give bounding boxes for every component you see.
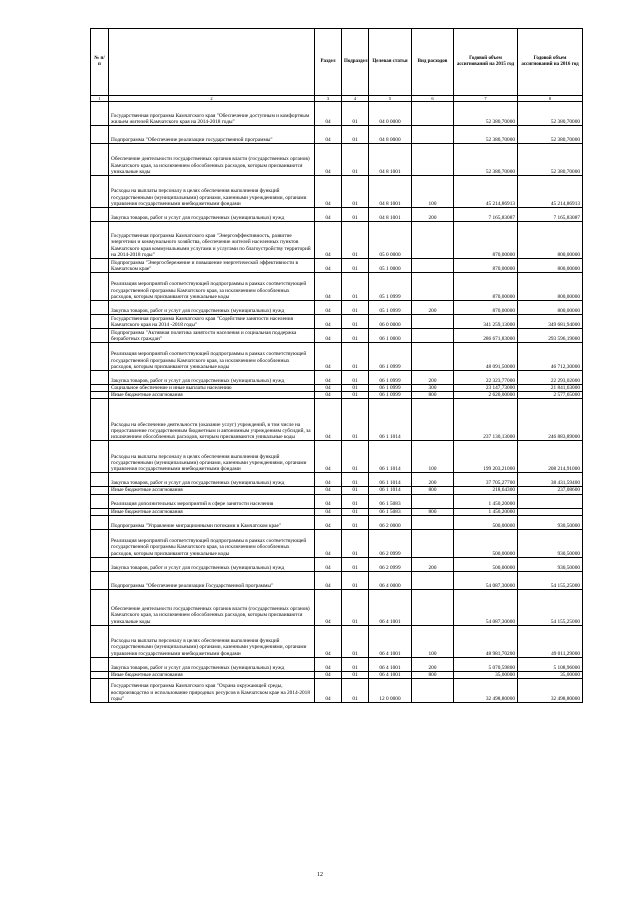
row-2015-cell: 237 130,13000 — [454, 399, 518, 441]
row-2016-cell: 7 165,83087 — [518, 208, 583, 222]
budget-table — [90, 28, 583, 703]
row-expense-type-cell: 300 — [412, 385, 454, 392]
row-razdel-cell: 04 — [315, 679, 342, 703]
table-row — [91, 343, 583, 371]
col-index: 4 — [342, 96, 369, 102]
row-number-cell — [91, 529, 109, 557]
table-row — [91, 529, 583, 557]
row-number-cell — [91, 399, 109, 441]
row-razdel-cell: 04 — [315, 515, 342, 529]
row-expense-type-cell — [412, 529, 454, 557]
row-expense-type-cell: 100 — [412, 176, 454, 208]
row-podrazdel-cell: 01 — [342, 259, 369, 273]
row-expense-type-cell — [412, 679, 454, 703]
row-target-article-cell: 06 2 0999 — [369, 557, 412, 571]
row-razdel-cell: 04 — [315, 657, 342, 671]
row-expense-type-cell: 100 — [412, 441, 454, 473]
row-razdel-cell: 04 — [315, 259, 342, 273]
row-podrazdel-cell: 01 — [342, 126, 369, 144]
table-row — [91, 679, 583, 703]
row-name-cell: Реализация мероприятий соответствующей подпрограммы в рамках соответствующей государственной программы Камчатского края, за исключением обособленных расходов, которым присваиваются уникальные коды — [109, 343, 315, 371]
row-name-cell: Подпрограмма "Обеспечение реализации Государственной программы" — [109, 571, 315, 589]
row-name-cell: Расходы на выплаты персоналу в целях обеспечения выполнения функций государственными (муниципальными) органами, казенными учреждениями, органами управления государственными внебюджетными фондами — [109, 625, 315, 657]
table-row — [91, 273, 583, 301]
row-name-cell: Закупка товаров, работ и услуг для государственных (муниципальных) нужд — [109, 657, 315, 671]
row-2016-cell: 49 011,29000 — [518, 625, 583, 657]
row-2015-cell: 1 450,20000 — [454, 494, 518, 508]
row-number-cell — [91, 176, 109, 208]
row-number-cell — [91, 625, 109, 657]
row-number-cell — [91, 473, 109, 487]
row-target-article-cell: 06 4 1001 — [369, 657, 412, 671]
row-number-cell — [91, 208, 109, 222]
row-number-cell — [91, 102, 109, 126]
row-name-cell: Закупка товаров, работ и услуг для государственных (муниципальных) нужд — [109, 301, 315, 315]
table-body — [91, 102, 583, 703]
row-name-cell: Государственная программа Камчатского края "Охрана окружающей среды, воспроизводство и использование природных ресурсов в Камчатском крае на 2014-2018 годы" — [109, 679, 315, 703]
row-podrazdel-cell: 01 — [342, 571, 369, 589]
row-number-cell — [91, 222, 109, 259]
table-row — [91, 571, 583, 589]
row-razdel-cell: 04 — [315, 315, 342, 329]
row-target-article-cell: 05 1 0999 — [369, 273, 412, 301]
row-target-article-cell: 06 4 1001 — [369, 589, 412, 625]
table-row — [91, 144, 583, 176]
row-razdel-cell: 04 — [315, 208, 342, 222]
col-index: 5 — [369, 96, 412, 102]
row-2015-cell: 218,64300 — [454, 487, 518, 494]
row-target-article-cell: 06 1 1014 — [369, 473, 412, 487]
row-expense-type-cell — [412, 222, 454, 259]
row-podrazdel-cell: 01 — [342, 273, 369, 301]
table-row — [91, 557, 583, 571]
row-2015-cell: 870,00000 — [454, 273, 518, 301]
row-2016-cell: 208 214,91000 — [518, 441, 583, 473]
row-razdel-cell: 04 — [315, 625, 342, 657]
row-expense-type-cell — [412, 494, 454, 508]
row-number-cell — [91, 589, 109, 625]
row-razdel-cell: 04 — [315, 222, 342, 259]
row-2016-cell: 349 681,94000 — [518, 315, 583, 329]
row-name-cell: Реализация дополнительных мероприятий в сфере занятости населения — [109, 494, 315, 508]
row-2016-cell: 930,50000 — [518, 557, 583, 571]
table-row — [91, 487, 583, 494]
row-razdel-cell: 04 — [315, 102, 342, 126]
row-expense-type-cell: 200 — [412, 371, 454, 385]
col-header-2016: Годовой объем ассигнований на 2016 год — [518, 29, 583, 96]
row-razdel-cell: 04 — [315, 529, 342, 557]
col-header-razdel: Раздел — [315, 29, 342, 96]
row-podrazdel-cell: 01 — [342, 508, 369, 515]
row-podrazdel-cell: 01 — [342, 487, 369, 494]
row-podrazdel-cell: 01 — [342, 222, 369, 259]
table-row — [91, 259, 583, 273]
row-razdel-cell: 04 — [315, 385, 342, 392]
col-header-target-article: Целевая статья — [369, 29, 412, 96]
row-2016-cell: 237,08600 — [518, 487, 583, 494]
row-expense-type-cell — [412, 329, 454, 343]
col-index: 3 — [315, 96, 342, 102]
row-2016-cell: 2 577,65000 — [518, 392, 583, 399]
row-name-cell: Иные бюджетные ассигнования — [109, 671, 315, 678]
row-2015-cell: 52 380,70000 — [454, 144, 518, 176]
col-header-podrazdel: Подраздел — [342, 29, 369, 96]
row-name-cell: Обеспечение деятельности государственных органов власти (государственных органов) Камчатского края, за исключением обособленных расходов, которым присваиваются уникальные коды — [109, 144, 315, 176]
row-2016-cell: 800,00000 — [518, 259, 583, 273]
row-podrazdel-cell: 01 — [342, 557, 369, 571]
row-podrazdel-cell: 01 — [342, 392, 369, 399]
row-podrazdel-cell: 01 — [342, 385, 369, 392]
row-razdel-cell: 04 — [315, 487, 342, 494]
row-name-cell: Подпрограмма "Обеспечение реализации государственной программы" — [109, 126, 315, 144]
row-podrazdel-cell: 01 — [342, 589, 369, 625]
page-number: 12 — [317, 872, 323, 878]
row-2016-cell: 35,00000 — [518, 671, 583, 678]
row-2015-cell: 341 259,13000 — [454, 315, 518, 329]
row-target-article-cell: 06 1 1014 — [369, 487, 412, 494]
row-target-article-cell: 04 8 1001 — [369, 176, 412, 208]
row-podrazdel-cell: 01 — [342, 625, 369, 657]
table-row — [91, 625, 583, 657]
row-name-cell: Реализация мероприятий соответствующей подпрограммы в рамках соответствующей государственной программы Камчатского края, за исключением обособленных расходов, которым присваиваются уникальные коды — [109, 529, 315, 557]
row-number-cell — [91, 301, 109, 315]
row-name-cell: Подпрограмма "Энергосбережение и повышение энергетической эффективности в Камчатском крае" — [109, 259, 315, 273]
row-2016-cell: 52 380,70000 — [518, 102, 583, 126]
col-index: 1 — [91, 96, 109, 102]
col-header-expense-type: Вид расходов — [412, 29, 454, 96]
table-row — [91, 508, 583, 515]
row-target-article-cell: 05 0 0000 — [369, 222, 412, 259]
table-row — [91, 515, 583, 529]
row-number-cell — [91, 144, 109, 176]
row-name-cell: Закупка товаров, работ и услуг для государственных (муниципальных) нужд — [109, 473, 315, 487]
row-expense-type-cell: 800 — [412, 392, 454, 399]
row-target-article-cell: 06 4 1001 — [369, 671, 412, 678]
row-2015-cell: 199 203,21000 — [454, 441, 518, 473]
row-number-cell — [91, 392, 109, 399]
row-target-article-cell: 06 1 0999 — [369, 392, 412, 399]
row-number-cell — [91, 557, 109, 571]
row-name-cell: Государственная программа Камчатского края "Энергоэффективность, развитие энергетики и коммунального хозяйства, обеспечение жителей населенных пунктов Камчатского края коммунальными услугами и услугами по благоустройству территорий на 2014-2018 годы" — [109, 222, 315, 259]
table-row — [91, 102, 583, 126]
table-row — [91, 671, 583, 678]
row-2016-cell: 46 712,30000 — [518, 343, 583, 371]
row-2015-cell: 7 165,83087 — [454, 208, 518, 222]
row-number-cell — [91, 329, 109, 343]
row-target-article-cell: 04 8 0000 — [369, 126, 412, 144]
row-razdel-cell: 04 — [315, 273, 342, 301]
table-row — [91, 315, 583, 329]
row-2015-cell: 2 620,00000 — [454, 392, 518, 399]
row-number-cell — [91, 671, 109, 678]
row-razdel-cell: 04 — [315, 571, 342, 589]
row-expense-type-cell: 200 — [412, 208, 454, 222]
row-2015-cell: 22 323,77000 — [454, 371, 518, 385]
row-number-cell — [91, 371, 109, 385]
row-number-cell — [91, 571, 109, 589]
row-expense-type-cell: 800 — [412, 487, 454, 494]
col-header-number: № п/п — [91, 29, 109, 96]
row-target-article-cell: 06 1 0999 — [369, 371, 412, 385]
row-razdel-cell: 04 — [315, 508, 342, 515]
row-razdel-cell: 04 — [315, 399, 342, 441]
col-index: 8 — [518, 96, 583, 102]
table-row — [91, 301, 583, 315]
row-name-cell: Закупка товаров, работ и услуг для государственных (муниципальных) нужд — [109, 371, 315, 385]
row-2015-cell: 54 087,30000 — [454, 571, 518, 589]
row-razdel-cell: 04 — [315, 589, 342, 625]
row-name-cell: Государственная программа Камчатского края "Содействие занятости населения Камчатского края на 2014 -2018 годы" — [109, 315, 315, 329]
row-target-article-cell: 06 2 0000 — [369, 515, 412, 529]
row-podrazdel-cell: 01 — [342, 494, 369, 508]
row-2016-cell: 54 155,25000 — [518, 589, 583, 625]
row-number-cell — [91, 126, 109, 144]
row-2016-cell: 930,50000 — [518, 529, 583, 557]
row-target-article-cell: 06 1 0999 — [369, 385, 412, 392]
row-target-article-cell: 06 0 0000 — [369, 315, 412, 329]
row-expense-type-cell — [412, 273, 454, 301]
row-target-article-cell: 05 1 0999 — [369, 301, 412, 315]
row-2016-cell: 22 293,02000 — [518, 371, 583, 385]
row-expense-type-cell — [412, 589, 454, 625]
row-target-article-cell: 12 0 0000 — [369, 679, 412, 703]
row-target-article-cell: 06 1 0999 — [369, 343, 412, 371]
row-expense-type-cell: 200 — [412, 657, 454, 671]
row-podrazdel-cell: 01 — [342, 679, 369, 703]
row-2015-cell: 870,00000 — [454, 222, 518, 259]
row-2015-cell: 870,00000 — [454, 259, 518, 273]
table-row — [91, 371, 583, 385]
row-podrazdel-cell: 01 — [342, 399, 369, 441]
row-name-cell: Закупка товаров, работ и услуг для государственных (муниципальных) нужд — [109, 208, 315, 222]
row-name-cell: Расходы на обеспечение деятельности (оказание услуг) учреждений, в том числе на предоставление государственным бюджетным и автономным учреждениям субсидий, за исключением обособленных расходов, которым присваиваются уникальные коды — [109, 399, 315, 441]
row-target-article-cell: 04 8 1001 — [369, 144, 412, 176]
row-2015-cell: 870,00000 — [454, 301, 518, 315]
row-name-cell: Подпрограмма "Активная политика занятости населения и социальная поддержка безработных граждан" — [109, 329, 315, 343]
row-podrazdel-cell: 01 — [342, 315, 369, 329]
row-number-cell — [91, 494, 109, 508]
table-row — [91, 657, 583, 671]
col-index: 7 — [454, 96, 518, 102]
budget-table-sheet — [90, 28, 582, 703]
table-row — [91, 222, 583, 259]
table-row — [91, 176, 583, 208]
row-razdel-cell: 04 — [315, 371, 342, 385]
row-2015-cell: 23 147,73000 — [454, 385, 518, 392]
row-2015-cell: 286 671,83000 — [454, 329, 518, 343]
row-razdel-cell: 04 — [315, 671, 342, 678]
row-number-cell — [91, 343, 109, 371]
row-name-cell: Социальное обеспечение и иные выплаты населению — [109, 385, 315, 392]
row-razdel-cell: 04 — [315, 343, 342, 371]
col-header-name — [109, 29, 315, 96]
row-expense-type-cell: 800 — [412, 508, 454, 515]
table-row — [91, 473, 583, 487]
row-podrazdel-cell: 01 — [342, 208, 369, 222]
row-2016-cell: 800,00000 — [518, 222, 583, 259]
row-podrazdel-cell: 01 — [342, 144, 369, 176]
row-2016-cell: 54 155,25000 — [518, 571, 583, 589]
row-podrazdel-cell: 01 — [342, 176, 369, 208]
row-2015-cell: 5 070,59800 — [454, 657, 518, 671]
row-podrazdel-cell: 01 — [342, 371, 369, 385]
row-razdel-cell: 04 — [315, 392, 342, 399]
col-header-2015: Годовой объем ассигнований на 2015 год — [454, 29, 518, 96]
row-2016-cell: 45 214,86913 — [518, 176, 583, 208]
row-podrazdel-cell: 01 — [342, 671, 369, 678]
row-2016-cell: 5 108,96000 — [518, 657, 583, 671]
row-number-cell — [91, 441, 109, 473]
table-row — [91, 494, 583, 508]
row-expense-type-cell — [412, 126, 454, 144]
row-2015-cell: 37 705,27700 — [454, 473, 518, 487]
row-target-article-cell: 06 1 0000 — [369, 329, 412, 343]
row-number-cell — [91, 508, 109, 515]
row-razdel-cell: 04 — [315, 473, 342, 487]
row-2016-cell: 52 380,70000 — [518, 126, 583, 144]
row-target-article-cell: 04 8 1001 — [369, 208, 412, 222]
row-name-cell: Расходы на выплаты персоналу в целях обеспечения выполнения функций государственными (муниципальными) органами, казенными учреждениями, органами управления государственными внебюджетными фондами — [109, 176, 315, 208]
row-number-cell — [91, 657, 109, 671]
row-name-cell: Расходы на выплаты персоналу в целях обеспечения выполнения функций государственными (муниципальными) органами, казенными учреждениями, органами управления государственными внебюджетными фондами — [109, 441, 315, 473]
row-target-article-cell: 04 0 0000 — [369, 102, 412, 126]
row-2015-cell: 500,00000 — [454, 557, 518, 571]
row-2015-cell: 500,00000 — [454, 515, 518, 529]
row-2015-cell: 48 091,50000 — [454, 343, 518, 371]
row-razdel-cell: 04 — [315, 557, 342, 571]
row-2016-cell: 52 380,70000 — [518, 144, 583, 176]
row-2016-cell — [518, 508, 583, 515]
table-row — [91, 399, 583, 441]
row-target-article-cell: 06 2 0999 — [369, 529, 412, 557]
row-expense-type-cell — [412, 515, 454, 529]
row-razdel-cell: 04 — [315, 494, 342, 508]
row-number-cell — [91, 515, 109, 529]
table-row — [91, 385, 583, 392]
row-razdel-cell: 04 — [315, 126, 342, 144]
row-name-cell: Подпрограмма "Управление миграционными потоками в Камчатском крае" — [109, 515, 315, 529]
row-expense-type-cell: 800 — [412, 671, 454, 678]
row-target-article-cell: 06 4 0000 — [369, 571, 412, 589]
row-2016-cell: 800,00000 — [518, 301, 583, 315]
row-2015-cell: 52 380,70000 — [454, 102, 518, 126]
row-number-cell — [91, 259, 109, 273]
row-podrazdel-cell: 01 — [342, 657, 369, 671]
table-row — [91, 126, 583, 144]
row-expense-type-cell — [412, 343, 454, 371]
row-name-cell: Государственная программа Камчатского края "Обеспечение доступным и комфортным жильем жителей Камчатского края на 2014-2018 годы" — [109, 102, 315, 126]
row-razdel-cell: 04 — [315, 176, 342, 208]
row-2015-cell: 45 214,86913 — [454, 176, 518, 208]
row-2016-cell: 21 841,63000 — [518, 385, 583, 392]
row-2016-cell: 930,50000 — [518, 515, 583, 529]
table-row — [91, 392, 583, 399]
row-expense-type-cell — [412, 259, 454, 273]
row-expense-type-cell — [412, 315, 454, 329]
row-2015-cell: 1 450,20000 — [454, 508, 518, 515]
row-name-cell: Иные бюджетные ассигнования — [109, 487, 315, 494]
row-2015-cell: 54 087,30000 — [454, 589, 518, 625]
col-index: 6 — [412, 96, 454, 102]
row-expense-type-cell — [412, 399, 454, 441]
row-target-article-cell: 06 1 5083 — [369, 508, 412, 515]
row-name-cell: Обеспечение деятельности государственных органов власти (государственных органов) Камчатского края, за исключением обособленных расходов, которым присваиваются уникальные коды — [109, 589, 315, 625]
row-expense-type-cell: 100 — [412, 625, 454, 657]
table-header-row — [91, 29, 583, 96]
row-expense-type-cell: 200 — [412, 473, 454, 487]
row-razdel-cell: 04 — [315, 301, 342, 315]
row-target-article-cell: 05 1 0000 — [369, 259, 412, 273]
col-index: 2 — [109, 96, 315, 102]
row-razdel-cell: 04 — [315, 144, 342, 176]
row-name-cell: Иные бюджетные ассигнования — [109, 392, 315, 399]
row-2016-cell: 293 596,19000 — [518, 329, 583, 343]
row-target-article-cell: 06 4 1001 — [369, 625, 412, 657]
row-number-cell — [91, 487, 109, 494]
table-row — [91, 329, 583, 343]
row-podrazdel-cell: 01 — [342, 441, 369, 473]
row-expense-type-cell — [412, 571, 454, 589]
row-2016-cell: 32 498,80000 — [518, 679, 583, 703]
table-row — [91, 441, 583, 473]
row-number-cell — [91, 679, 109, 703]
row-podrazdel-cell: 01 — [342, 473, 369, 487]
row-number-cell — [91, 385, 109, 392]
row-2015-cell: 48 981,70200 — [454, 625, 518, 657]
row-2016-cell: 800,00000 — [518, 273, 583, 301]
row-2015-cell: 32 498,80000 — [454, 679, 518, 703]
row-razdel-cell: 04 — [315, 329, 342, 343]
row-podrazdel-cell: 01 — [342, 329, 369, 343]
row-name-cell: Иные бюджетные ассигнования — [109, 508, 315, 515]
row-target-article-cell: 06 1 5083 — [369, 494, 412, 508]
row-expense-type-cell: 200 — [412, 557, 454, 571]
row-target-article-cell: 06 1 1014 — [369, 441, 412, 473]
row-number-cell — [91, 273, 109, 301]
row-target-article-cell: 06 1 1014 — [369, 399, 412, 441]
row-podrazdel-cell: 01 — [342, 529, 369, 557]
row-2015-cell: 35,00000 — [454, 671, 518, 678]
row-2016-cell: 38 431,59400 — [518, 473, 583, 487]
row-2016-cell: 246 883,89000 — [518, 399, 583, 441]
table-row — [91, 208, 583, 222]
row-podrazdel-cell: 01 — [342, 102, 369, 126]
row-expense-type-cell — [412, 102, 454, 126]
row-name-cell: Закупка товаров, работ и услуг для государственных (муниципальных) нужд — [109, 557, 315, 571]
row-podrazdel-cell: 01 — [342, 301, 369, 315]
row-2015-cell: 52 380,70000 — [454, 126, 518, 144]
row-2015-cell: 500,00000 — [454, 529, 518, 557]
row-podrazdel-cell: 01 — [342, 343, 369, 371]
row-name-cell: Реализация мероприятий соответствующей подпрограммы в рамках соответствующей государственной программы Камчатского края, за исключением обособленных расходов, которым присваиваются уникальные коды — [109, 273, 315, 301]
table-row — [91, 589, 583, 625]
row-podrazdel-cell: 01 — [342, 515, 369, 529]
row-2016-cell — [518, 494, 583, 508]
row-razdel-cell: 04 — [315, 441, 342, 473]
row-expense-type-cell: 200 — [412, 301, 454, 315]
row-number-cell — [91, 315, 109, 329]
row-expense-type-cell — [412, 144, 454, 176]
